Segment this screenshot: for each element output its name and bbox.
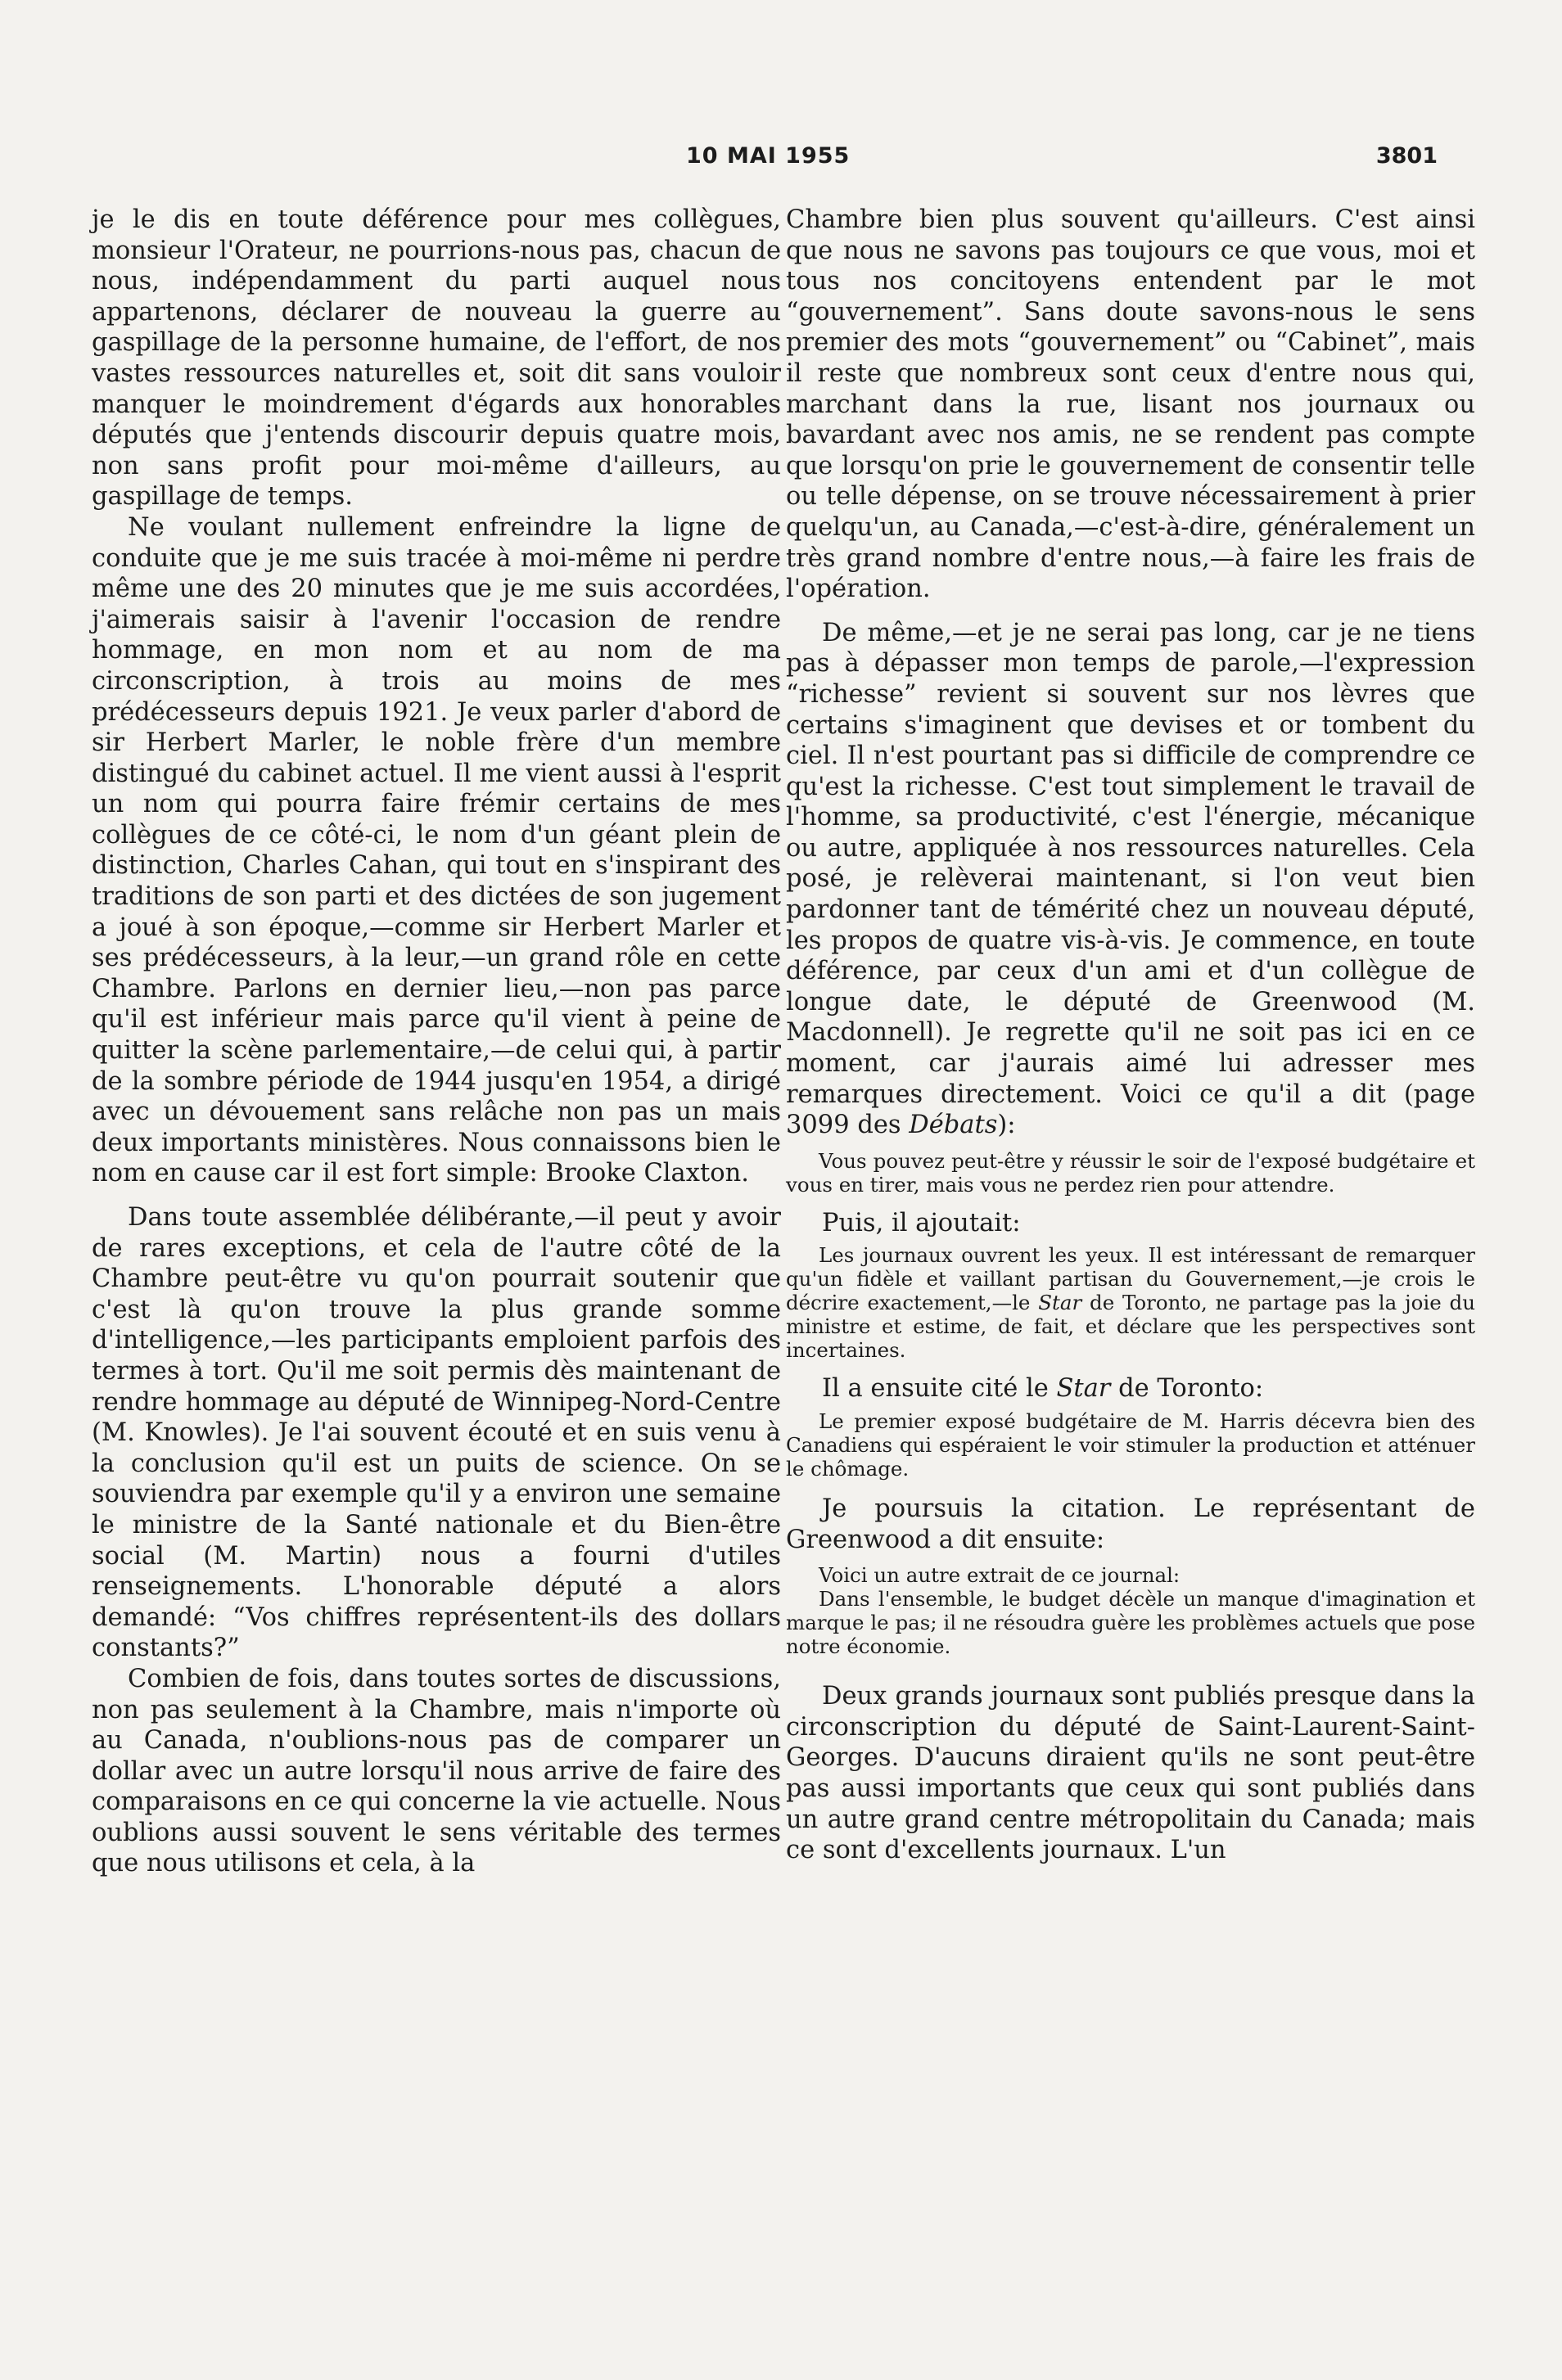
block-quote: Le premier exposé budgétaire de M. Harris décevra bien des Canadiens qui espéraient le voir stimuler la production et atténuer le chômage. — [786, 1409, 1475, 1481]
block-quote: Vous pouvez peut-être y réussir le soir de l'exposé budgétaire et vous en tirer, mais vous ne perdez rien pour attendre. — [786, 1148, 1475, 1197]
paragraph-text: De même,—et je ne serai pas long, car je ne tiens pas à dépasser mon temps de parole,—l'expression “richesse” revient si souvent sur nos lèvres que certains s'imaginent que devises et or tombent du ciel. Il n'est pourtant pas si difficile de comprendre ce qu'est la richesse. C'est tout simplement le travail de l'homme, sa productivité, c'est l'énergie, mécanique ou autre, appliquée à nos ressources naturelles. Cela posé, je relèverai maintenant, si l'on veut bien pardonner tant de témérité chez un nouveau député, les propos de quatre vis-à-vis. Je commence, en toute déférence, par ceux d'un ami et d'un collègue de longue date, le député de Greenwood (M. Macdonnell). Je regrette qu'il ne soit pas ici en ce moment, car j'aurais aimé lui adresser mes remarques directement. Voici ce qu'il a dit (page 3099 des — [786, 618, 1475, 1140]
paragraph: Deux grands journaux sont publiés presque dans la circonscription du député de Saint-Laurent-Saint-Georges. D'aucuns diraient qu'ils ne sont peut-être pas aussi importants que ceux qui sont publiés dans un autre grand centre métropolitain du Canada; mais ce sont d'excellents journaux. L'un — [786, 1682, 1475, 1865]
debats-title: Débats — [909, 1111, 998, 1140]
block-quote-intro: Voici un autre extrait de ce journal: — [819, 1563, 1181, 1588]
quote-lead — [786, 1373, 1475, 1404]
lead-text: Il a ensuite cité le — [822, 1374, 1057, 1404]
quote-text: Les journaux ouvrent les yeux. Il est intéressant de remarquer qu'un fidèle et vaillant partisan du Gouvernement,—je crois le décrire exactement,—le — [786, 1243, 1475, 1315]
page-date: 10 MAI 1955 — [686, 143, 851, 169]
paragraph: Ne voulant nullement enfreindre la ligne de conduite que je me suis tracée à moi-même ni perdre même une des 20 minutes que je me suis accordées, j'aimerais saisir à l'avenir l'occasion de rendre hommage, en mon nom et au nom de ma circonscription, à trois au moins de mes prédécesseurs depuis 1921. Je veux parler d'abord de sir Herbert Marler, le noble frère d'un membre distingué du cabinet actuel. Il me vient aussi à l'esprit un nom qui pourra faire frémir certains de mes collègues de ce côté-ci, le nom d'un géant plein de distinction, Charles Cahan, qui tout en s'inspirant des traditions de son parti et des dictées de son jugement a joué à son époque,—comme sir Herbert Marler et ses prédécesseurs, à la leur,—un grand rôle en cette Chambre. Parlons en dernier lieu,—non pas parce qu'il est inférieur mais parce qu'il vient à peine de quitter la scène parlementaire,—de celui qui, à partir de la sombre période de 1944 jusqu'en 1954, a dirigé avec un dévouement sans relâche non pas un mais deux importants ministères. Nous connaissons bien le nom en cause car il est fort simple: Brooke Claxton. — [92, 512, 781, 1188]
paragraph: Combien de fois, dans toutes sortes de discussions, non pas seulement à la Chambre, mais n'importe où au Canada, n'oublions-nous pas de comparer un dollar avec un autre lorsqu'il nous arrive de faire des comparaisons en ce qui concerne la vie actuelle. Nous oublions aussi souvent le sens véritable des termes que nous utilisons et cela, à la — [92, 1664, 781, 1878]
star-title: Star — [1056, 1374, 1111, 1404]
paragraph — [786, 618, 1475, 1141]
page-number: 3801 — [1375, 143, 1438, 169]
page-header — [0, 143, 1562, 179]
paragraph-text-end: ): — [997, 1111, 1016, 1140]
star-title: Star — [1038, 1291, 1082, 1315]
paragraph: je le dis en toute déférence pour mes collègues, monsieur l'Orateur, ne pourrions-nous pas, chacun de nous, indépendamment du parti auquel nous appartenons, déclarer de nouveau la guerre au gaspillage de la personne humaine, de l'effort, de nos vastes ressources naturelles et, soit dit sans vouloir manquer le moindrement d'égards aux honorables députés que j'entends discourir depuis quatre mois, non sans profit pour moi-même d'ailleurs, au gaspillage de temps. — [92, 205, 781, 512]
paragraph: Je poursuis la citation. Le représentant de Greenwood a dit ensuite: — [786, 1494, 1475, 1554]
quote-text-end: de Toronto, ne partage pas la joie du ministre et estime, de fait, et déclare que les perspectives sont incertaines. — [786, 1291, 1475, 1363]
paragraph: Chambre bien plus souvent qu'ailleurs. C'est ainsi que nous ne savons pas toujours ce que vous, moi et tous nos concitoyens entendent par le mot “gouvernement”. Sans doute savons-nous le sens premier des mots “gouvernement” ou “Cabinet”, mais il reste que nombreux sont ceux d'entre nous qui, marchant dans la rue, lisant nos journaux ou bavardant avec nos amis, ne se rendent pas compte que lorsqu'on prie le gouvernement de consentir telle ou telle dépense, on se trouve nécessairement à prier quelqu'un, au Canada,—c'est-à-dire, généralement un très grand nombre d'entre nous,—à faire les frais de l'opération. — [786, 205, 1475, 604]
paragraph: Dans toute assemblée délibérante,—il peut y avoir de rares exceptions, et cela de l'autre côté de la Chambre peut-être vu qu'on pourrait soutenir que c'est là qu'on trouve la plus grande somme d'intelligence,—les participants emploient parfois des termes à tort. Qu'il me soit permis dès maintenant de rendre hommage au député de Winnipeg-Nord-Centre (M. Knowles). Je l'ai souvent écouté et en suis venu à la conclusion qu'il est un puits de science. On se souviendra par exemple qu'il y a environ une semaine le ministre de la Santé nationale et du Bien-être social (M. Martin) nous a fourni d'utiles renseignements. L'honorable député a alors demandé: “Vos chiffres représentent-ils des dollars constants?” — [92, 1203, 781, 1663]
lead-text-end: de Toronto: — [1110, 1374, 1264, 1404]
block-quote: Dans l'ensemble, le budget décèle un manque d'imagination et marque le pas; il ne résoudra guère les problèmes actuels que pose notre économie. — [786, 1587, 1475, 1659]
left-column — [92, 205, 781, 1879]
block-quote — [786, 1243, 1475, 1362]
right-column — [786, 205, 1475, 1866]
quote-lead: Puis, il ajoutait: — [822, 1208, 1021, 1237]
